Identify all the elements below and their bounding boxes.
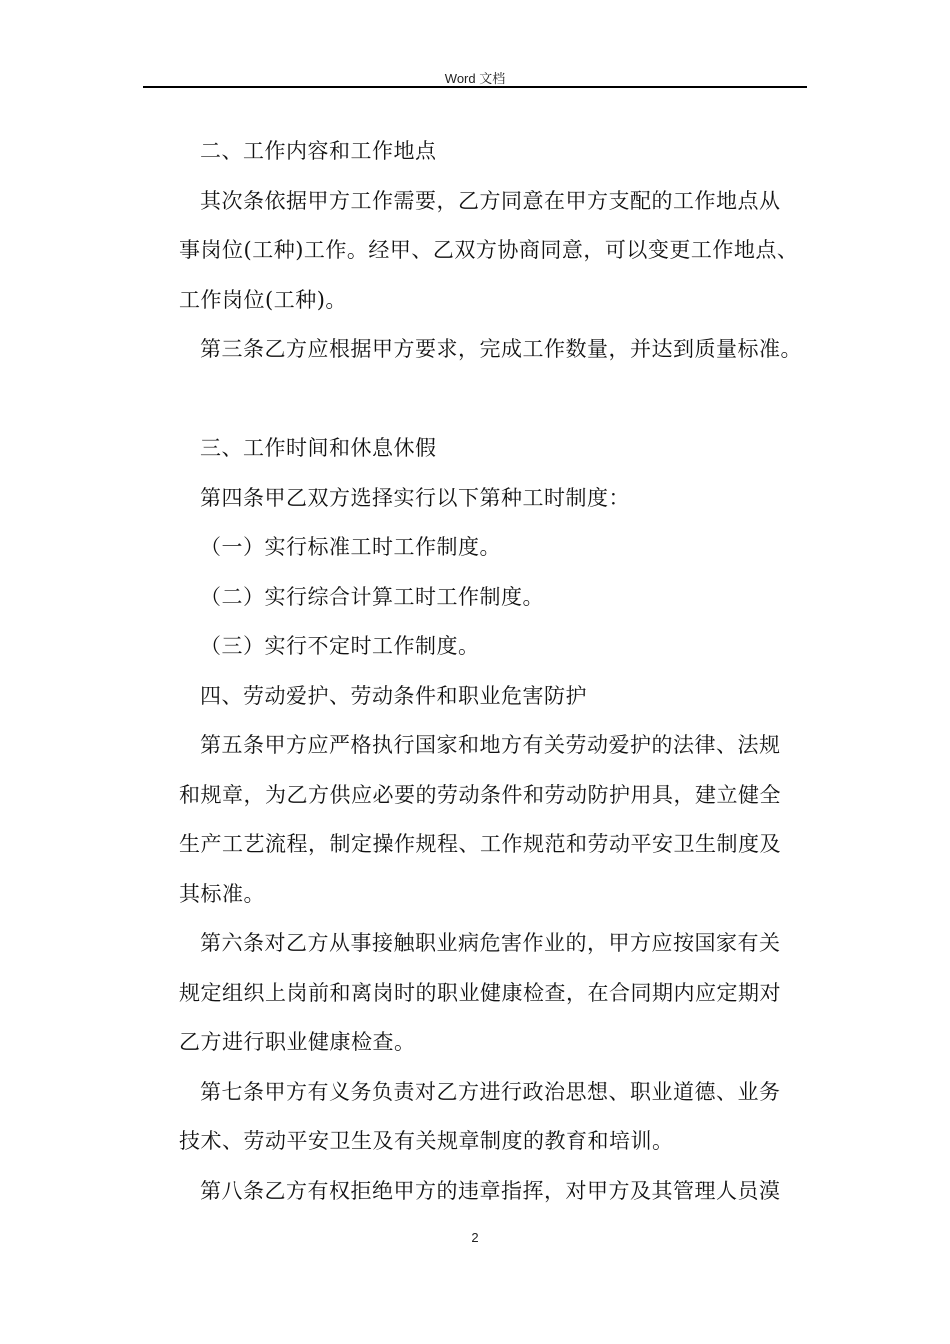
paragraph-line: 生产工艺流程，制定操作规程、工作规范和劳动平安卫生制度及 — [179, 832, 781, 856]
section-heading: 二、工作内容和工作地点 — [200, 139, 437, 163]
document-body — [179, 127, 811, 1216]
list-item: （三）实行不定时工作制度。 — [200, 634, 480, 658]
paragraph-line: 第五条甲方应严格执行国家和地方有关劳动爱护的法律、法规 — [200, 733, 781, 757]
paragraph-line: 第四条甲乙双方选择实行以下第种工时制度： — [200, 485, 630, 510]
page-number: 2 — [471, 1230, 479, 1245]
paragraph-line: 第八条乙方有权拒绝甲方的违章指挥，对甲方及其管理人员漠 — [200, 1178, 781, 1203]
paragraph-line: 事岗位(工种)工作。经甲、乙双方协商同意，可以变更工作地点、 — [179, 238, 799, 262]
paragraph-line: 技术、劳动平安卫生及有关规章制度的教育和培训。 — [179, 1129, 674, 1153]
paragraph-line: 其标准。 — [179, 881, 265, 906]
paragraph-line: 和规章，为乙方供应必要的劳动条件和劳动防护用具，建立健全 — [179, 782, 781, 807]
header-title: Word 文档 — [444, 71, 506, 86]
paragraph-line: 其次条依据甲方工作需要，乙方同意在甲方支配的工作地点从 — [200, 188, 781, 213]
paragraph-line: 乙方进行职业健康检查。 — [179, 1030, 416, 1054]
section-heading: 四、劳动爱护、劳动条件和职业危害防护 — [200, 683, 587, 708]
section-heading: 三、工作时间和休息休假 — [200, 436, 437, 460]
paragraph-line: 第三条乙方应根据甲方要求，完成工作数量，并达到质量标准。 — [200, 337, 802, 361]
list-item: （一）实行标准工时工作制度。 — [200, 535, 501, 559]
list-item: （二）实行综合计算工时工作制度。 — [200, 584, 544, 609]
header-divider — [143, 86, 807, 88]
paragraph-line: 规定组织上岗前和离岗时的职业健康检查，在合同期内应定期对 — [179, 980, 781, 1005]
paragraph-line: 第七条甲方有义务负责对乙方进行政治思想、职业道德、业务 — [200, 1079, 781, 1104]
paragraph-line: 工作岗位(工种)。 — [179, 287, 347, 312]
blank-line — [179, 375, 811, 425]
paragraph-line: 第六条对乙方从事接触职业病危害作业的，甲方应按国家有关 — [200, 931, 781, 955]
